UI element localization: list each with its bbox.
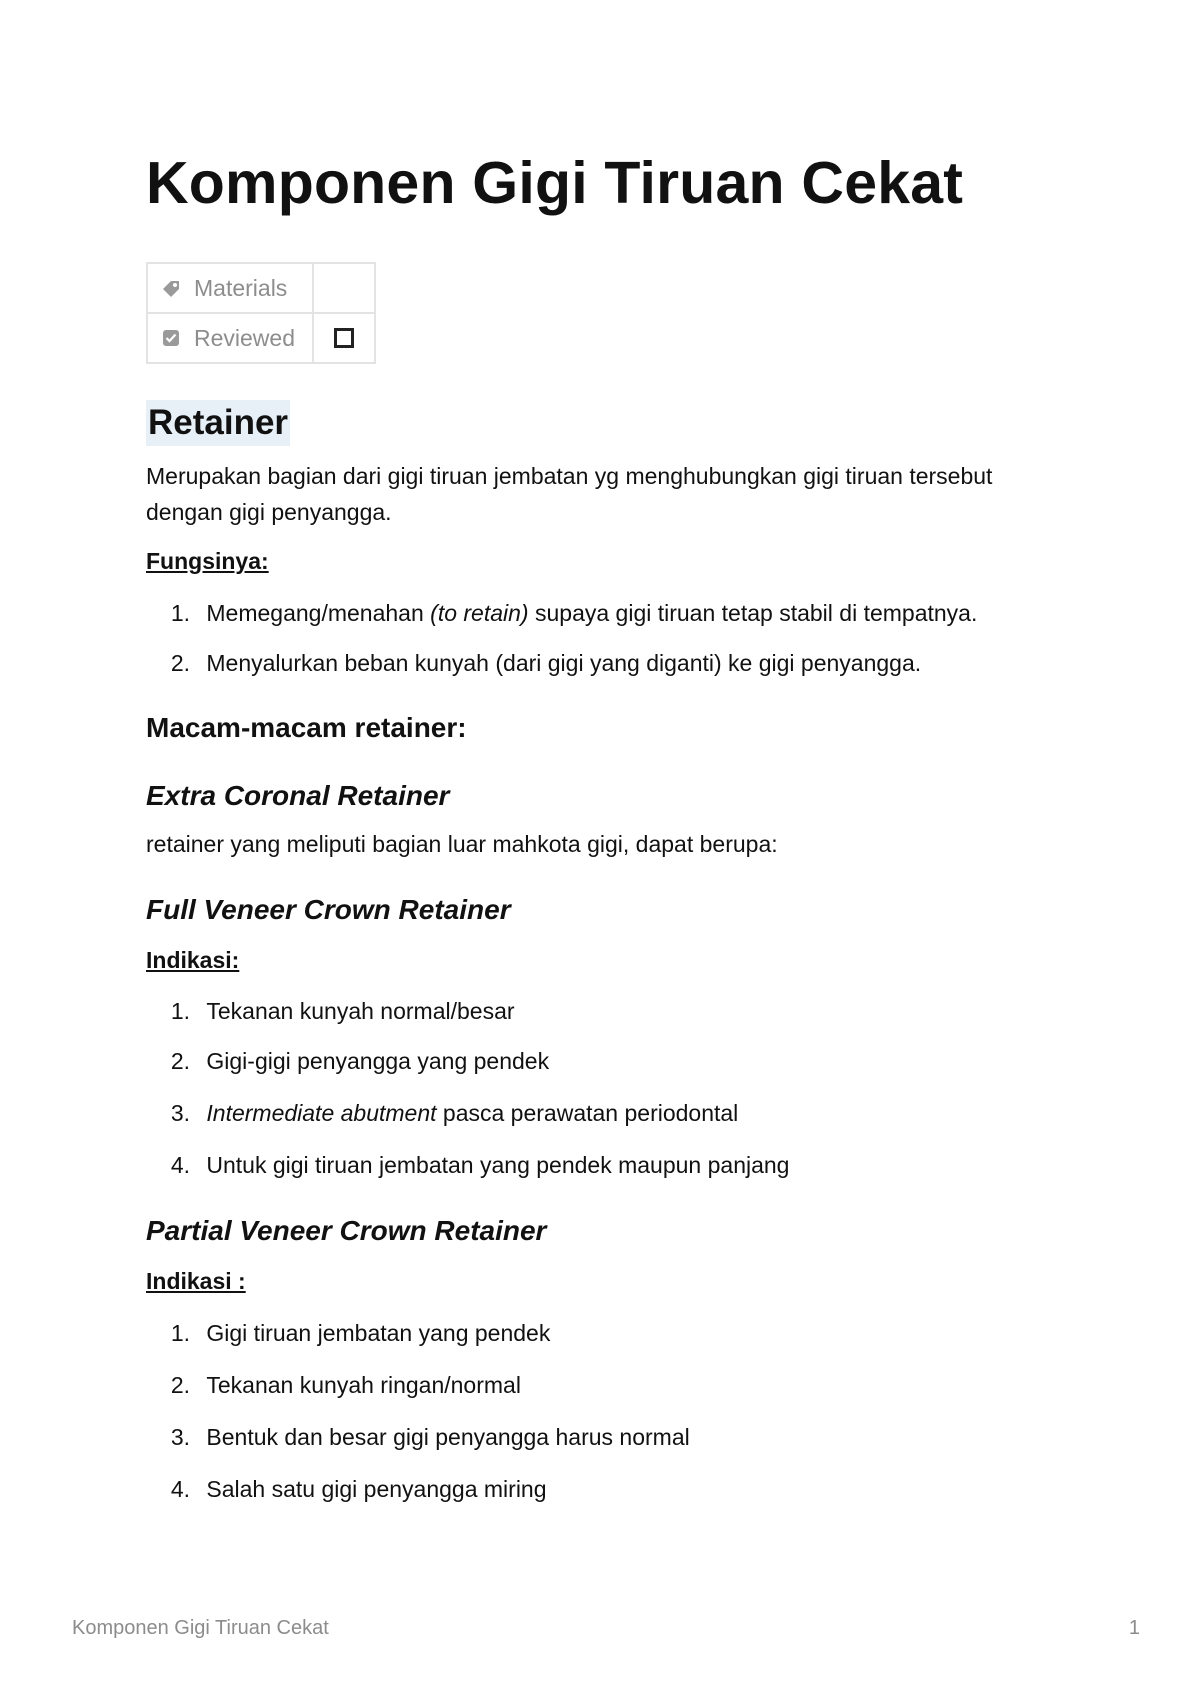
page-title: Komponen Gigi Tiruan Cekat bbox=[146, 150, 964, 216]
footer-title: Komponen Gigi Tiruan Cekat bbox=[72, 1617, 329, 1639]
partial-veneer-indication-label: Indikasi : bbox=[146, 1268, 246, 1294]
list-item: 2. Gigi-gigi penyangga yang pendek bbox=[170, 1048, 550, 1074]
property-row-reviewed bbox=[147, 313, 375, 363]
list-item: 3. Bentuk dan besar gigi penyangga harus normal bbox=[170, 1424, 690, 1450]
list-item: 3. Intermediate abutment pasca perawatan periodontal bbox=[170, 1100, 739, 1126]
tag-icon bbox=[160, 277, 182, 299]
property-label-materials: Materials bbox=[194, 274, 288, 301]
property-label-reviewed: Reviewed bbox=[194, 324, 295, 351]
materials-value-cell[interactable] bbox=[313, 263, 375, 313]
list-item: 1. Tekanan kunyah normal/besar bbox=[170, 998, 515, 1024]
partial-veneer-heading: Partial Veneer Crown Retainer bbox=[146, 1215, 547, 1246]
extra-coronal-description: retainer yang meliputi bagian luar mahkota gigi, dapat berupa: bbox=[146, 831, 778, 857]
types-heading: Macam-macam retainer: bbox=[146, 712, 467, 743]
properties-table bbox=[146, 262, 376, 364]
retainer-description-line2: dengan gigi penyangga. bbox=[146, 499, 392, 525]
list-item: 4. Untuk gigi tiruan jembatan yang pendek maupun panjang bbox=[170, 1152, 790, 1178]
checkbox-icon bbox=[160, 327, 182, 349]
functions-label: Fungsinya: bbox=[146, 548, 269, 574]
list-item: 1. Memegang/menahan (to retain) supaya gigi tiruan tetap stabil di tempatnya. bbox=[170, 600, 978, 626]
full-veneer-heading: Full Veneer Crown Retainer bbox=[146, 894, 511, 925]
list-item: 4. Salah satu gigi penyangga miring bbox=[170, 1476, 547, 1502]
list-item: 2. Tekanan kunyah ringan/normal bbox=[170, 1372, 521, 1398]
property-row-materials bbox=[147, 263, 375, 313]
reviewed-checkbox[interactable] bbox=[334, 328, 354, 348]
full-veneer-indication-label: Indikasi: bbox=[146, 947, 240, 973]
list-item: 2. Menyalurkan beban kunyah (dari gigi yang diganti) ke gigi penyangga. bbox=[170, 650, 922, 676]
retainer-description-line1: Merupakan bagian dari gigi tiruan jembatan yg menghubungkan gigi tiruan tersebut bbox=[146, 463, 993, 489]
extra-coronal-heading: Extra Coronal Retainer bbox=[146, 780, 450, 811]
section-heading-retainer: Retainer bbox=[146, 400, 290, 446]
list-item: 1. Gigi tiruan jembatan yang pendek bbox=[170, 1320, 551, 1346]
footer-page-number: 1 bbox=[1128, 1617, 1140, 1639]
